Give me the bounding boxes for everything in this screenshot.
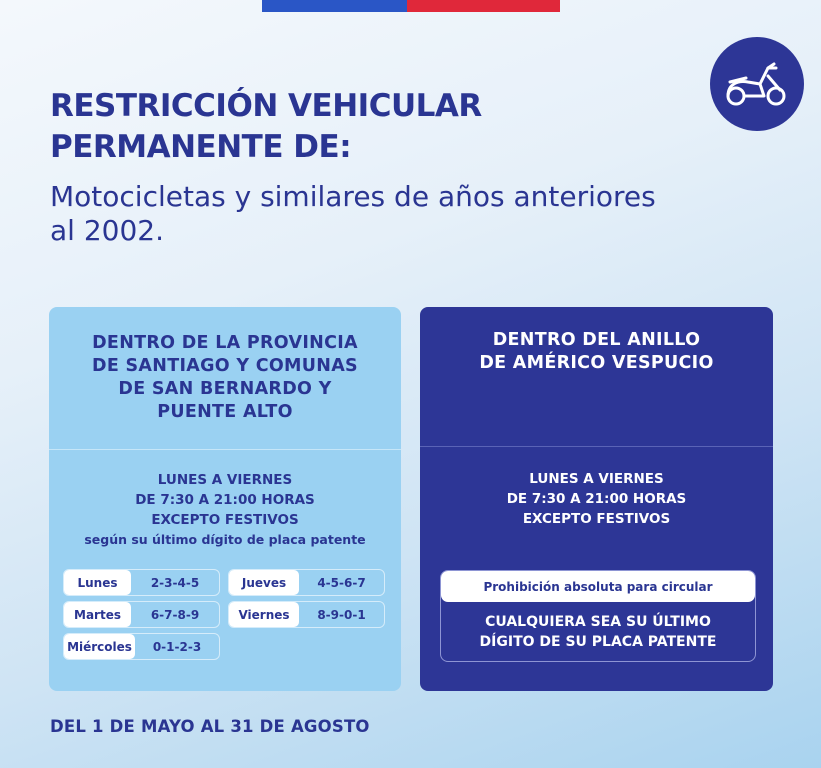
prohibition-line: CUALQUIERA SEA SU ÚLTIMO [485,614,711,630]
flag-red-stripe [407,0,560,12]
heading-line: DE SAN BERNARDO Y [118,379,332,399]
title-line-2: PERMANENTE DE: [50,129,352,165]
schedule-days: LUNES A VIERNES [157,472,293,488]
page-title [50,86,610,168]
day-row-martes [63,601,220,628]
schedule-note: según su último dígito de placa patente [84,532,366,547]
heading-line: PUENTE ALTO [157,402,293,422]
day-name: Jueves [229,570,299,595]
subtitle-line-2: al 2002. [50,214,164,247]
day-name: Viernes [229,602,299,627]
vespucio-schedule [420,469,773,529]
heading-line: DENTRO DE LA PROVINCIA [92,333,358,353]
day-row-viernes [228,601,385,628]
schedule-hours: DE 7:30 A 21:00 HORAS [506,491,687,507]
motorcycle-icon [724,60,790,108]
day-name: Lunes [64,570,131,595]
heading-line: DENTRO DEL ANILLO [492,330,701,350]
subtitle-line-1: Motocicletas y similares de años anteriores [50,180,656,213]
motorcycle-badge [710,37,804,131]
subtitle [50,180,750,248]
heading-line: DE AMÉRICO VESPUCIO [479,353,714,373]
americo-vespucio-card [420,307,773,691]
santiago-card-heading [49,307,401,450]
day-digits: 0-1-2-3 [152,639,202,654]
schedule-hours: DE 7:30 A 21:00 HORAS [135,492,315,508]
schedule-days: LUNES A VIERNES [529,471,664,487]
flag-bar [262,0,560,12]
title-line-1: RESTRICCIÓN VEHICULAR [50,88,482,124]
day-row-lunes [63,569,220,596]
heading-line: DE SANTIAGO Y COMUNAS [92,356,358,376]
day-digits: 6-7-8-9 [150,607,200,622]
date-range-footer: DEL 1 DE MAYO AL 31 DE AGOSTO [50,717,370,736]
day-digits: 4-5-6-7 [317,575,366,590]
schedule-exception: EXCEPTO FESTIVOS [522,511,671,527]
flag-blue-stripe [262,0,407,12]
prohibition-label: Prohibición absoluta para circular [441,571,755,602]
day-name: Miércoles [64,634,135,659]
day-row-jueves [228,569,385,596]
prohibition-box [440,570,756,662]
schedule-exception: EXCEPTO FESTIVOS [151,512,299,528]
day-name: Martes [64,602,131,627]
prohibition-line: DÍGITO DE SU PLACA PATENTE [479,634,717,650]
santiago-schedule [49,470,401,550]
vespucio-card-heading [420,307,773,447]
prohibition-text [441,612,755,652]
santiago-province-card [49,307,401,691]
day-digits: 2-3-4-5 [150,575,200,590]
day-digits: 8-9-0-1 [317,607,366,622]
day-row-miercoles [63,633,220,660]
